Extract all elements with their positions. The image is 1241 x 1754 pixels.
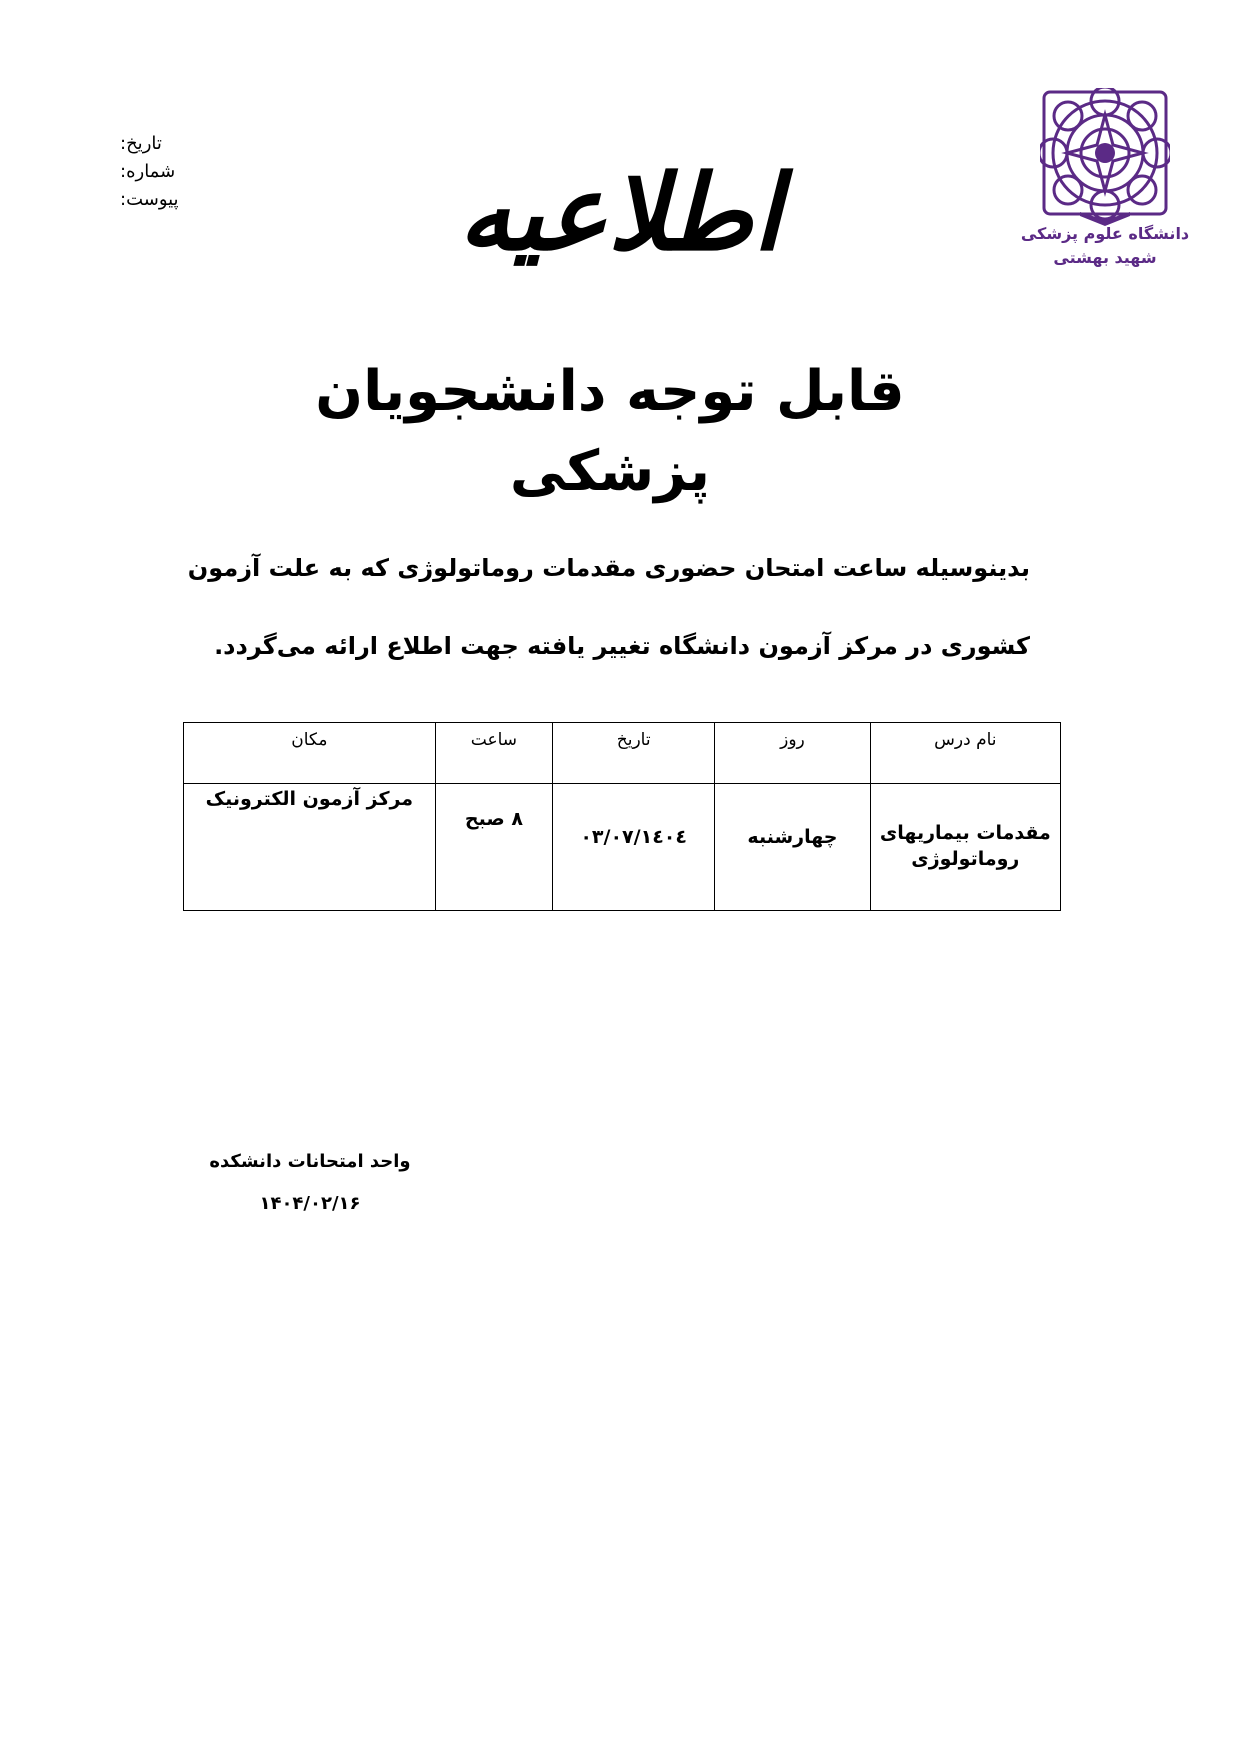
header-time: ساعت [435,723,552,784]
university-name-line2: شهید بهشتی [1053,248,1157,267]
university-logo-icon [1040,88,1170,228]
signature-date: ۱۴۰۴/۰۲/۱۶ [259,1193,361,1214]
header-course: نام درس [870,723,1060,784]
notice-paragraph-line1: بدینوسیله ساعت امتحان حضوری مقدمات روماتولوژی که به علت آزمون [187,554,1030,582]
header-day: روز [715,723,870,784]
meta-date-label: تاریخ: [120,133,162,154]
cell-time: ۸ صبح [435,784,552,911]
meta-attachment-label: پیوست: [120,189,179,210]
header-date: تاریخ [553,723,715,784]
cell-day: چهارشنبه [715,784,870,911]
cell-place: مرکز آزمون الکترونیک [184,784,436,911]
notice-paragraph-line2: کشوری در مرکز آزمون دانشگاه تغییر یافته جهت اطلاع ارائه می‌گردد. [214,632,1030,660]
university-name-line1: دانشگاه علوم پزشکی [1020,224,1190,243]
notice-subtitle: قابل توجه دانشجویان پزشکی [315,359,905,504]
university-name [1020,222,1190,270]
cell-date: ۱٤۰٤/۰۳/۰۷ [553,784,715,911]
exam-schedule-table [183,722,1061,911]
header-place: مکان [184,723,436,784]
table-row [184,784,1061,911]
table-header-row [184,723,1061,784]
document-meta [120,130,280,214]
cell-course: مقدمات بیماریهای روماتولوژی [870,784,1060,911]
meta-number-label: شماره: [120,161,176,182]
notice-title: اطلاعیه [458,151,782,274]
signature-unit: واحد امتحانات دانشکده [209,1151,411,1172]
